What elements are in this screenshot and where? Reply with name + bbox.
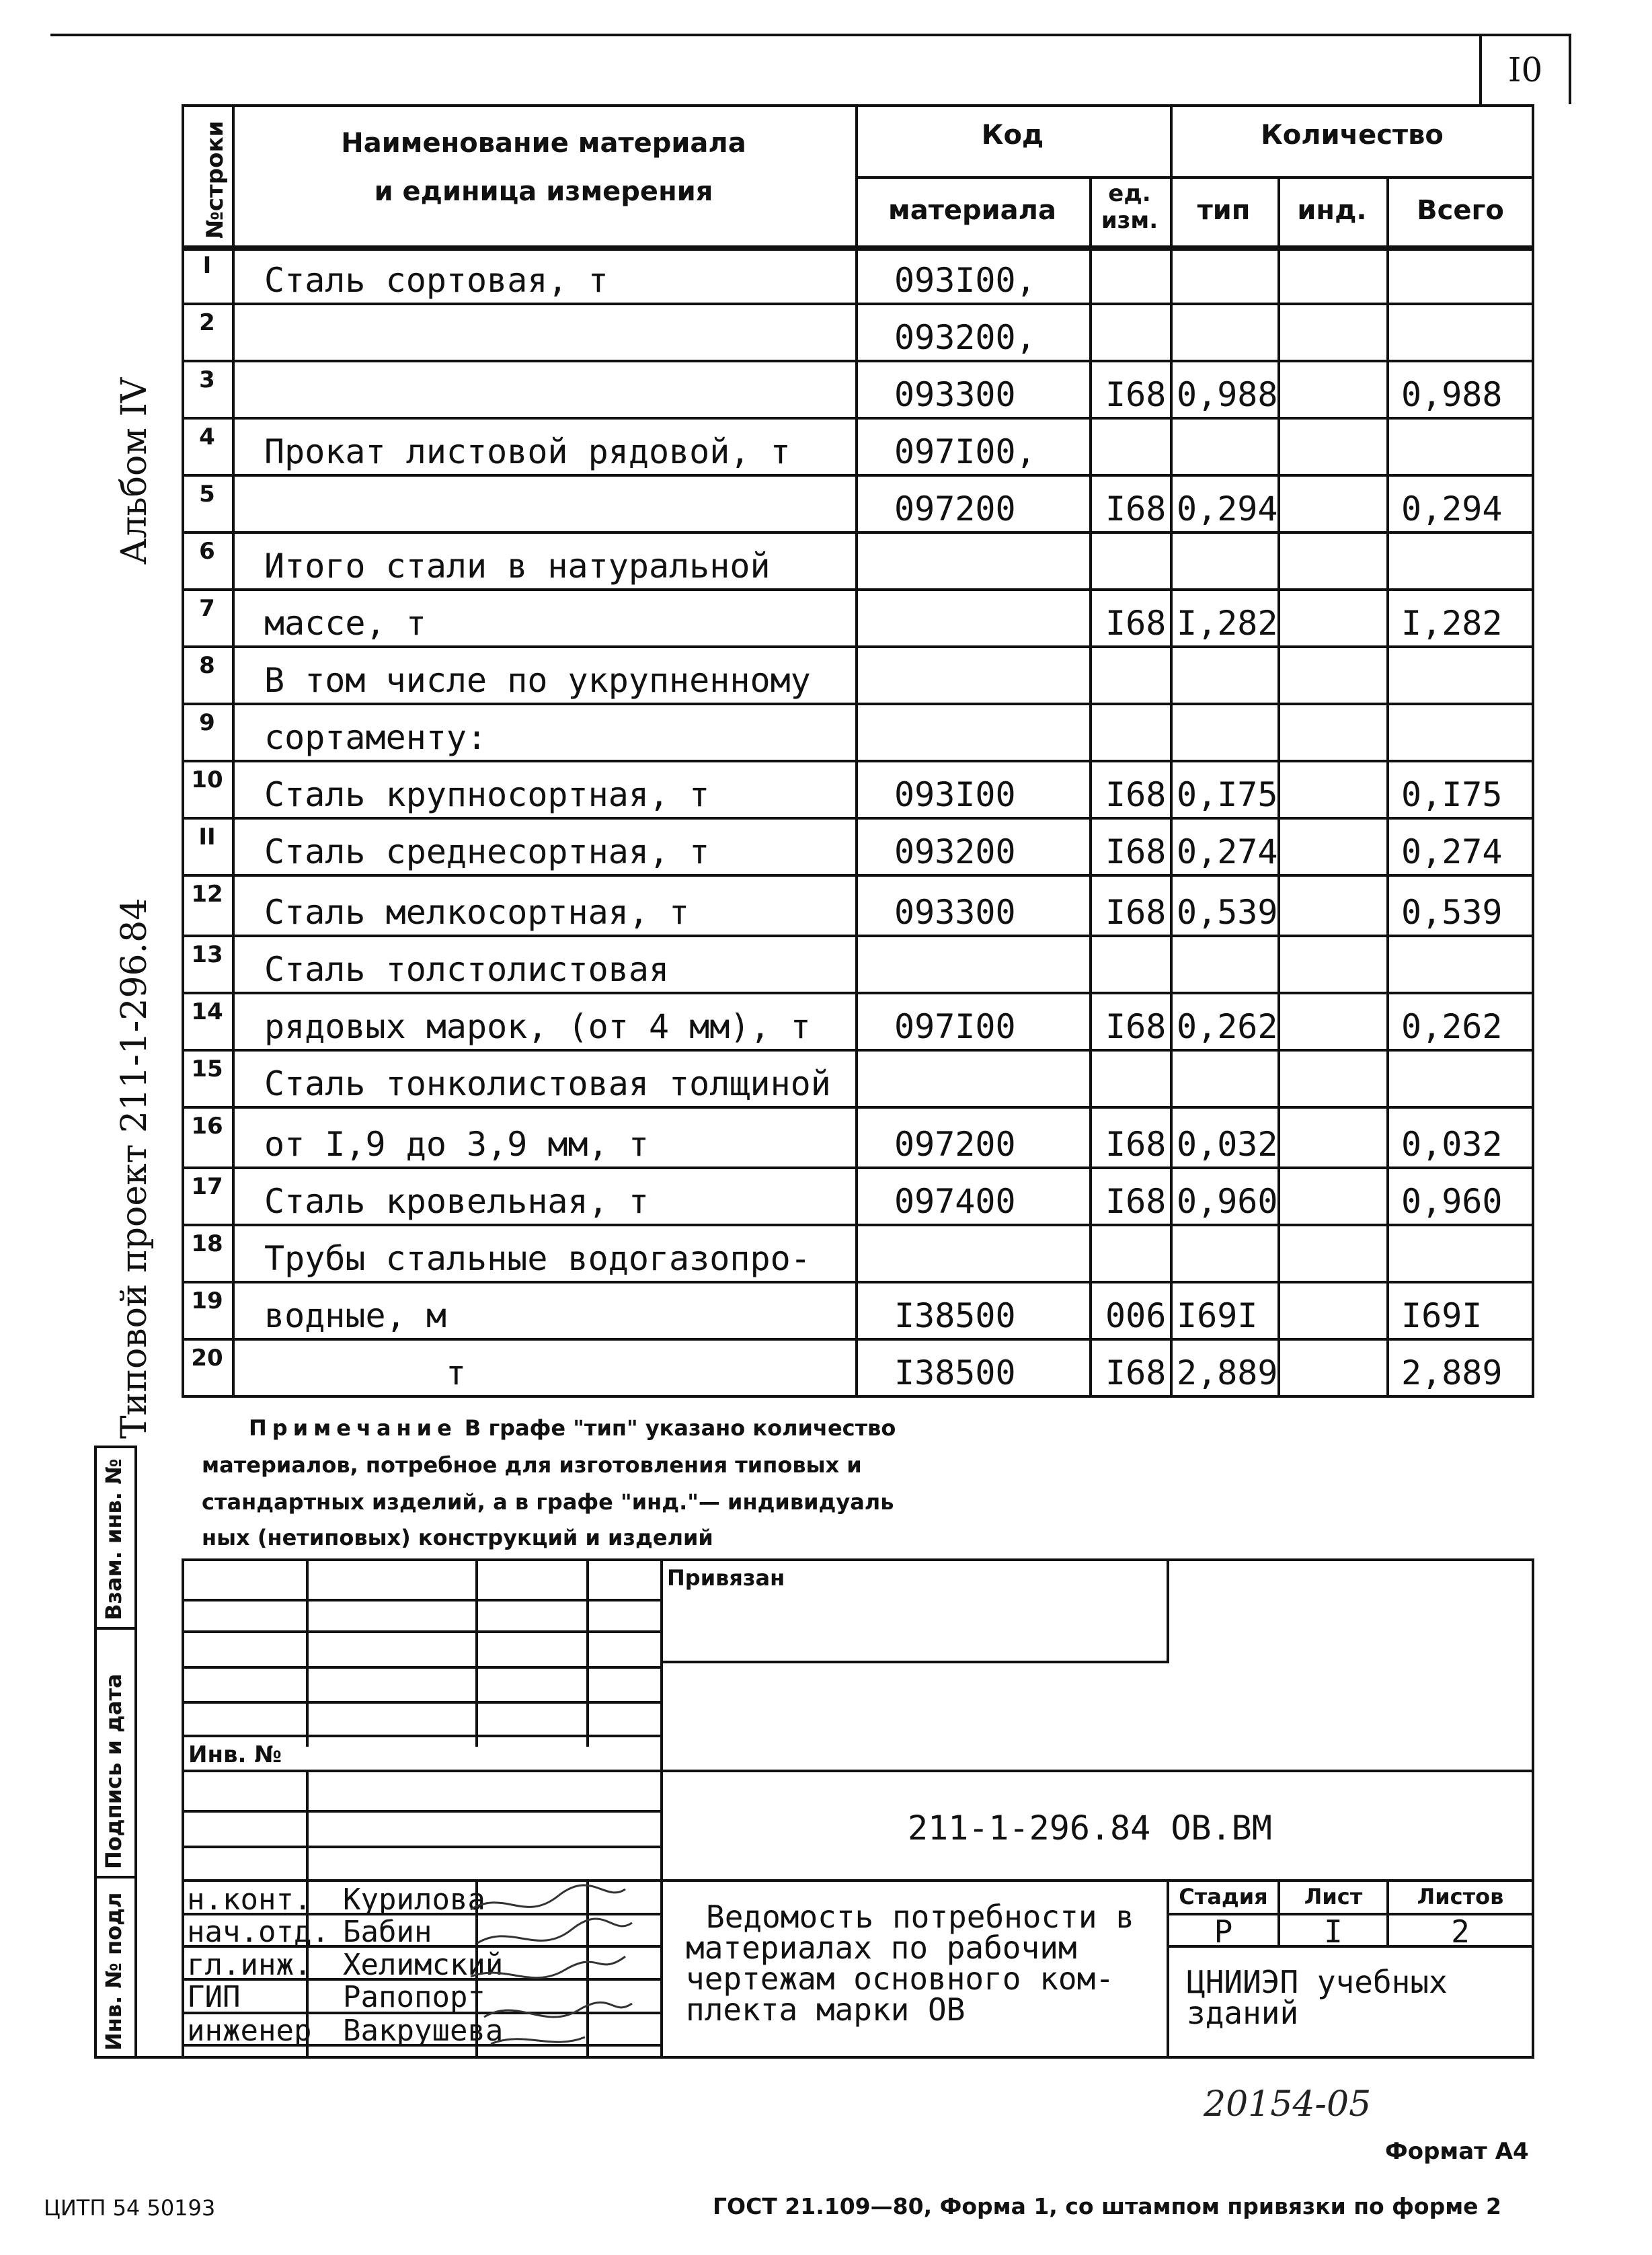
total-quantity: 0,988 [1401,375,1503,414]
material-code-header: материала [888,195,1056,226]
staff-name: Бабин [343,1915,432,1949]
row-number: 15 [191,1056,223,1082]
staff-role: инженер [187,2014,312,2048]
sheet-label: Лист [1304,1884,1363,1909]
signature-stroke [471,1956,625,1978]
total-quantity: 2,889 [1401,1353,1503,1392]
material-name: рядовых марок, (от 4 мм), т [264,1007,811,1046]
organization [1187,1964,1448,2031]
sheets-label: Листов [1417,1884,1504,1909]
total-quantity: 0,I75 [1401,775,1503,814]
inv-podl-label: Инв. № подл [101,1892,126,2051]
row-number: 3 [199,366,215,393]
unit-code: I68 [1105,1125,1167,1164]
total-quantity: 0,032 [1401,1125,1503,1164]
privyazan-label: Привязан [667,1565,785,1591]
type-quantity: 0,274 [1177,832,1278,871]
unit-code: I68 [1105,375,1167,414]
material-name: В том числе по укрупненному [264,661,811,700]
sign-date-label: Подпись и дата [101,1673,126,1869]
row-number: 17 [191,1173,223,1200]
row-number: 8 [199,652,215,679]
note-line-1-text: В графе "тип" указано количество [464,1415,896,1441]
ind-header: инд. [1297,195,1367,226]
organization-line: зданий [1187,1995,1299,2031]
unit-code: I68 [1105,604,1167,643]
document-title-line: Ведомость потребности в [706,1899,1134,1935]
material-code: I38500 [894,1353,1016,1392]
staff-name: Рапопорт [343,1980,485,2014]
type-quantity: 0,539 [1177,893,1278,932]
material-name: т [446,1353,467,1392]
material-code: 093I00, [894,261,1036,300]
material-name: Сталь толстолистовая [264,950,670,989]
note-line-2: материалов, потребное для изготовления типовых и [202,1452,862,1478]
staff-name: Курилова [343,1883,485,1917]
type-quantity: 0,I75 [1177,775,1278,814]
total-quantity: I69I [1401,1296,1483,1335]
row-number-header: №строки [202,120,229,239]
unit-code: I68 [1105,489,1167,528]
unit-code: I68 [1105,832,1167,871]
total-quantity: I,282 [1401,604,1503,643]
name-header-line1: Наименование материала [341,128,746,159]
name-header-line2: и единица измерения [374,176,713,207]
material-code: 093300 [894,375,1016,414]
signature-marks [464,1883,639,2057]
row-number: 7 [199,595,215,622]
material-name: массе, т [264,604,426,643]
album-label: Альбом IV [114,377,155,565]
vzam-inv-label: Взам. инв. № [101,1458,126,1620]
row-number: 14 [191,998,223,1025]
staff-role: ГИП [187,1980,241,2014]
stage-label: Стадия [1179,1884,1268,1909]
material-name: Сталь среднесортная, т [264,832,710,871]
material-name: Сталь кровельная, т [264,1182,649,1221]
staff-role: нач.отд. [187,1915,329,1949]
type-quantity: 0,032 [1177,1125,1278,1164]
row-number: 6 [199,538,215,565]
total-quantity: 0,539 [1401,893,1503,932]
row-number: 5 [199,481,215,508]
material-name: Прокат листовой рядовой, т [264,432,791,471]
total-quantity: 0,294 [1401,489,1503,528]
material-code: 093I00 [894,775,1016,814]
project-label: Типовой проект 211-1-296.84 [114,898,155,1439]
staff-role: н.конт. [187,1883,312,1917]
material-name: Сталь тонколистовая толщиной [264,1064,831,1103]
row-number: I [202,252,212,279]
unit-code: 006 [1105,1296,1167,1335]
row-number: 19 [191,1288,223,1314]
row-number: 4 [199,424,215,450]
signature-stroke [484,2002,632,2017]
document-title [686,1899,1134,2028]
staff-name: Хелимский [343,1948,504,1982]
type-quantity: I,282 [1177,604,1278,643]
signature-stroke [491,2037,585,2044]
staff-role: гл.инж. [187,1948,312,1982]
row-number: II [198,824,216,850]
type-header: тип [1197,195,1251,226]
material-name: Трубы стальные водогазопро- [264,1239,811,1278]
row-number: 16 [191,1113,223,1140]
row-number: 18 [191,1230,223,1257]
type-quantity: I69I [1177,1296,1258,1335]
unit-code: I68 [1105,1007,1167,1046]
material-name: сортаменту: [264,718,487,757]
unit-code: I68 [1105,1353,1167,1392]
quantity-header: Количество [1261,120,1444,151]
total-quantity: 0,262 [1401,1007,1503,1046]
material-code: 097I00 [894,1007,1016,1046]
document-title-line: материалах по рабочим [686,1930,1077,1966]
material-name: от I,9 до 3,9 мм, т [264,1125,649,1164]
organization-line: ЦНИИЭП учебных [1187,1964,1448,2000]
total-quantity: 0,960 [1401,1182,1503,1221]
inv-no-label: Инв. № [188,1741,282,1768]
material-name: водные, м [264,1296,446,1335]
note-line-3: стандартных изделий, а в графе "инд."— индивидуаль [202,1489,894,1515]
signature-stroke [471,1885,625,1909]
code-header: Код [981,120,1044,151]
material-code: 093200, [894,318,1036,357]
document-title-line: плекта марки ОВ [686,1991,966,2028]
total-header: Всего [1417,195,1504,226]
type-quantity: 0,960 [1177,1182,1278,1221]
material-name: Сталь мелкосортная, т [264,893,690,932]
material-code: I38500 [894,1296,1016,1335]
type-quantity: 0,262 [1177,1007,1278,1046]
note-title: Примечание [249,1415,457,1441]
note-line-1 [249,1415,896,1441]
material-code: 097400 [894,1182,1016,1221]
material-code: 097I00, [894,432,1036,471]
unit-header-line1: ед. [1108,180,1151,207]
material-name: Сталь крупносортная, т [264,775,710,814]
sheet-number: I0 [1507,50,1543,89]
staff-name: Вакрушева [343,2014,504,2048]
row-number: 20 [191,1345,223,1372]
material-code: 097200 [894,489,1016,528]
document-title-line: чертежам основного ком- [686,1961,1114,1997]
citp-code: ЦИТП 54 50193 [44,2195,216,2221]
document-code: 211-1-296.84 ОВ.ВМ [908,1809,1272,1848]
row-number: 12 [191,881,223,908]
gost-reference: ГОСТ 21.109—80, Форма 1, со штампом привязки по форме 2 [713,2193,1501,2219]
stage-value: Р [1214,1913,1233,1950]
handwritten-number: 20154-05 [1204,2084,1372,2125]
unit-code: I68 [1105,775,1167,814]
signature-stroke [477,1919,632,1943]
material-name: Сталь сортовая, т [264,261,608,300]
material-code: 097200 [894,1125,1016,1164]
row-number: 9 [199,709,215,736]
unit-header-line2: изм. [1101,207,1158,234]
unit-code: I68 [1105,1182,1167,1221]
row-number: 2 [199,309,215,336]
material-code: 093200 [894,832,1016,871]
total-quantity: 0,274 [1401,832,1503,871]
format-label: Формат А4 [1385,2138,1529,2165]
material-name: Итого стали в натуральной [264,547,771,586]
type-quantity: 2,889 [1177,1353,1278,1392]
material-code: 093300 [894,893,1016,932]
type-quantity: 0,988 [1177,375,1278,414]
unit-code: I68 [1105,893,1167,932]
type-quantity: 0,294 [1177,489,1278,528]
row-number: 10 [191,766,223,793]
note-line-4: ных (нетиповых) конструкций и изделий [202,1525,713,1550]
row-number: 13 [191,941,223,968]
sheets-value: 2 [1451,1913,1470,1950]
sheet-value: I [1324,1913,1343,1950]
